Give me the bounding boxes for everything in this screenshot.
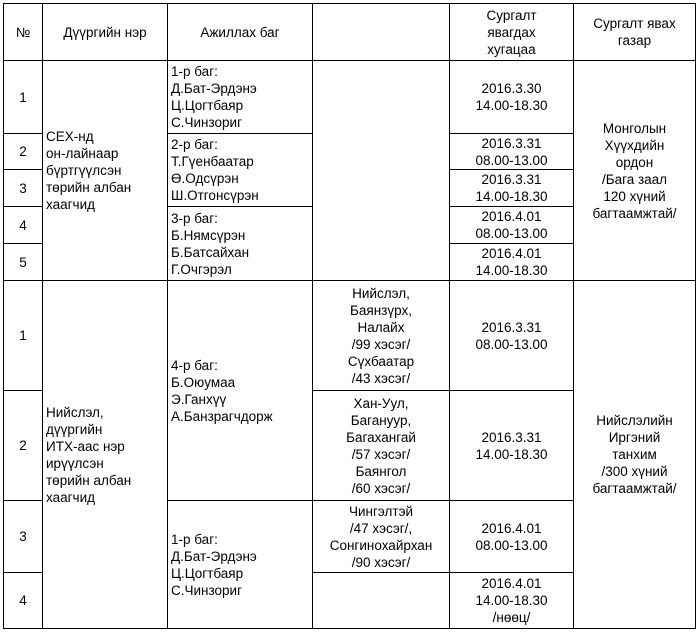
row-number: 2 [4, 134, 43, 170]
time-cell: 2016.4.01 08.00-13.00 [450, 207, 574, 244]
header-team: Ажиллах баг [168, 4, 313, 61]
header-num: № [4, 4, 43, 61]
row-number: 3 [4, 501, 43, 573]
time-cell: 2016.3.31 14.00-18.30 [450, 170, 574, 207]
row-number: 5 [4, 244, 43, 281]
row-number: 1 [4, 61, 43, 134]
header-area [313, 4, 450, 61]
team-cell: 1-р баг: Д.Бат-Эрдэнэ Ц.Цогтбаяр С.Чинзориг [168, 61, 313, 134]
row-number: 4 [4, 207, 43, 244]
row-number: 1 [4, 281, 43, 391]
venue-cell-1: Монголын Хүүхдийн ордон /Бага заал 120 хүний багтаамжтай/ [574, 61, 696, 281]
venue-cell-2: Нийслэлийн Иргэний танхим /300 хүний багтаамжтай/ [574, 281, 696, 629]
time-cell: 2016.4.01 14.00-18.30 [450, 244, 574, 281]
row-number: 3 [4, 170, 43, 207]
team-cell: 2-р баг: Т.Гүенбаатар Ө.Одсүрэн Ш.Отгонсүрэн [168, 134, 313, 207]
time-cell: 2016.3.31 08.00-13.00 [450, 134, 574, 170]
header-row [4, 4, 696, 61]
row-number: 4 [4, 573, 43, 629]
header-duration: Сургалт явагдах хугацаа [450, 4, 574, 61]
team-cell: 4-р баг: Б.Оюумаа Э.Ганхүү А.Банзрагчдорж [168, 281, 313, 501]
header-district: Дүүргийн нэр [43, 4, 168, 61]
time-cell: 2016.3.30 14.00-18.30 [450, 61, 574, 134]
time-cell: 2016.4.01 08.00-13.00 [450, 501, 574, 573]
area-cell-empty [313, 573, 450, 629]
row-number: 2 [4, 391, 43, 501]
area-cell: Хан-Уул, Багануур, Багахангай /57 хэсэг/ Баянгол /60 хэсэг/ [313, 391, 450, 501]
training-schedule-table [3, 3, 696, 629]
area-cell: Нийслэл, Баянзүрх, Налайх /99 хэсэг/ Сүхбаатар /43 хэсэг/ [313, 281, 450, 391]
header-venue: Сургалт явах газар [574, 4, 696, 61]
table-row [4, 281, 696, 391]
time-cell: 2016.3.31 08.00-13.00 [450, 281, 574, 391]
area-cell: Чингэлтэй /47 хэсэг/, Сонгинохайрхан /90 хэсэг/ [313, 501, 450, 573]
table-row [4, 61, 696, 134]
time-cell: 2016.4.01 14.00-18.30 /нөөц/ [450, 573, 574, 629]
district-group-1: СЕХ-нд он-лайнаар бүртгүүлсэн төрийн албан хаагчид [43, 61, 168, 281]
district-group-2: Нийслэл, дүүргийн ИТХ-аас нэр ирүүлсэн төрийн албан хаагчид [43, 281, 168, 629]
area-cell-empty [313, 61, 450, 281]
team-cell: 1-р баг: Д.Бат-Эрдэнэ Ц.Цогтбаяр С.Чинзориг [168, 501, 313, 629]
time-cell: 2016.3.31 14.00-18.30 [450, 391, 574, 501]
team-cell: 3-р баг: Б.Нямсүрэн Б.Батсайхан Г.Очгэрэл [168, 207, 313, 281]
